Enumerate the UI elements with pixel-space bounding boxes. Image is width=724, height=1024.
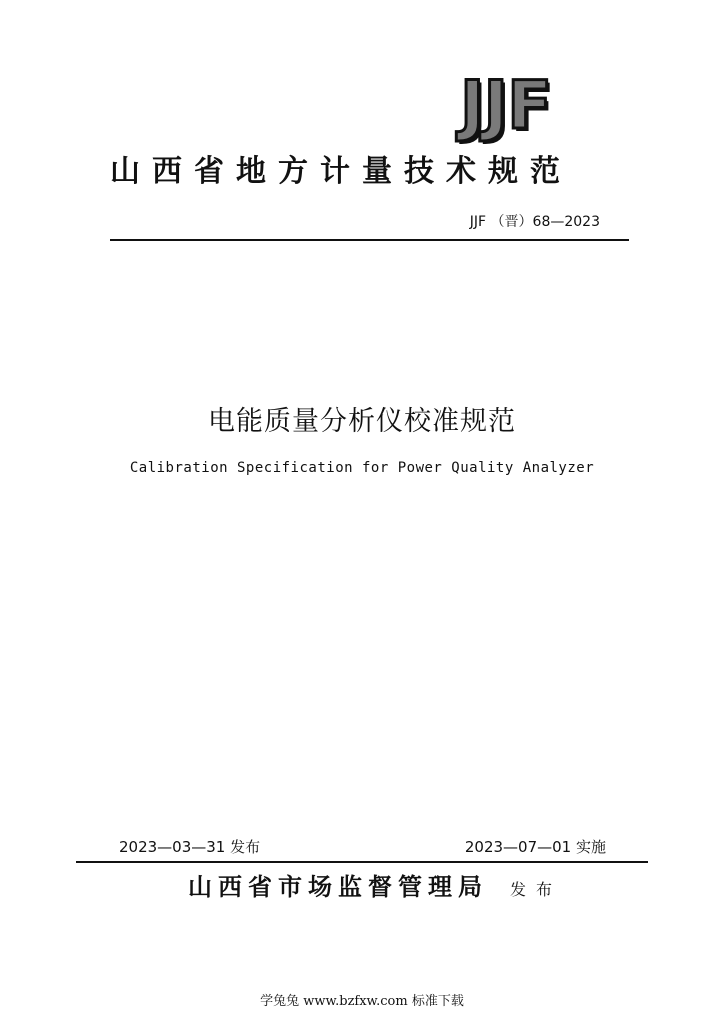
spec-number: JJF （晋）68—2023 — [469, 214, 600, 230]
jjf-logo: JJF — [460, 67, 552, 144]
spec-type-heading: 山西省地方计量技术规范 — [110, 154, 572, 189]
issuer-row — [188, 871, 562, 906]
issuer-name: 山西省市场监督管理局 — [188, 873, 488, 901]
publish-date: 2023—03—31 发布 — [119, 838, 261, 856]
issuer-action: 发布 — [510, 880, 563, 899]
top-divider — [110, 239, 629, 241]
document-title-chinese: 电能质量分析仪校准规范 — [208, 406, 516, 437]
effective-date: 2023—07—01 实施 — [464, 838, 606, 856]
document-title-english: Calibration Specification for Power Quality Analyzer — [129, 460, 595, 476]
bottom-divider — [76, 861, 648, 863]
footer-watermark: 学兔兔 www.bzfxw.com 标准下载 — [260, 994, 464, 1009]
date-row — [119, 836, 606, 858]
